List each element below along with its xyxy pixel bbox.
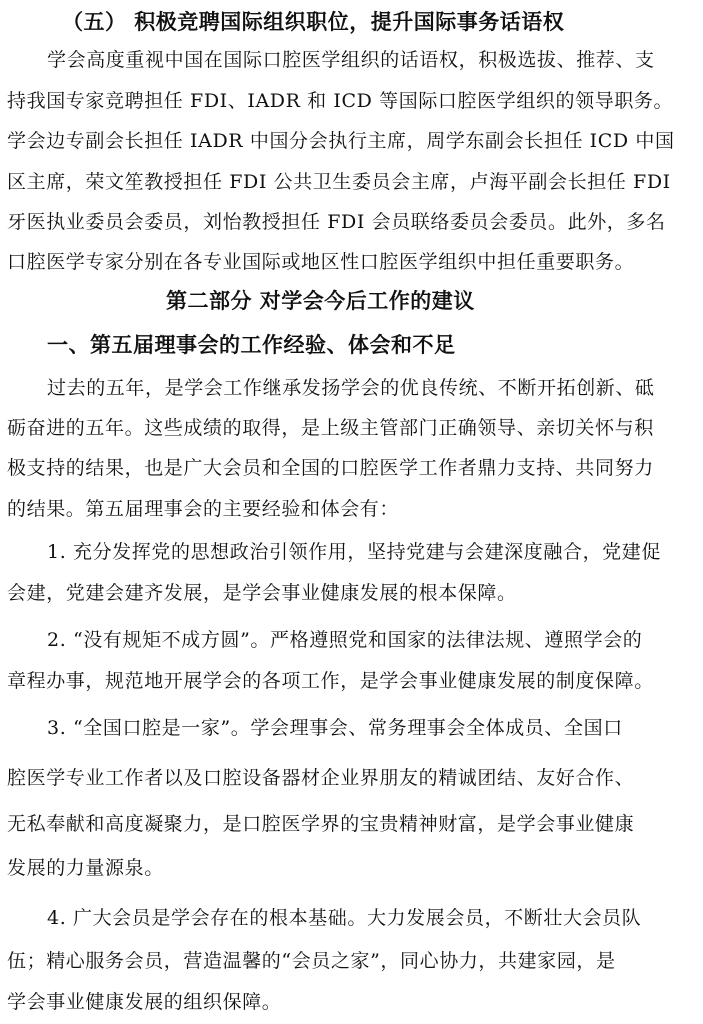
section-five-line: 牙医执业委员会委员，刘怡教授担任 FDI 会员联络委员会委员。此外，多名 (7, 211, 666, 233)
item-3-line: 无私奉献和高度凝聚力，是口腔医学界的宝贵精神财富，是学会事业健康 (7, 813, 635, 835)
part-two-title: 第二部分 对学会今后工作的建议 (166, 289, 475, 313)
section-five-line: 学会边专副会长担任 IADR 中国分会执行主席，周学东副会长担任 ICD 中国 (7, 130, 675, 152)
intro-line: 过去的五年，是学会工作继承发扬学会的优良传统、不断开拓创新、砥 (47, 377, 655, 399)
section-five-line: 区主席，荣文笙教授担任 FDI 公共卫生委员会主席，卢海平副会长担任 FDI (7, 171, 671, 193)
intro-line: 砺奋进的五年。这些成绩的取得，是上级主管部门正确领导、亲切关怀与积 (7, 417, 654, 439)
item-3-line: 3. “全国口腔是一家”。学会理事会、常务理事会全体成员、全国口 (47, 717, 623, 739)
section-five-line: 持我国专家竞聘担任 FDI、IADR 和 ICD 等国际口腔医学组织的领导职务。 (7, 90, 674, 112)
section-five-heading: （五） 积极竞聘国际组织职位，提升国际事务话语权 (62, 10, 565, 34)
intro-line: 极支持的结果，也是广大会员和全国的口腔医学工作者鼎力支持、共同努力 (7, 457, 654, 479)
item-4-line: 伍；精心服务会员，营造温馨的“会员之家”，同心协力，共建家园，是 (7, 950, 616, 972)
section-one-heading: 一、第五届理事会的工作经验、体会和不足 (47, 333, 456, 357)
section-five-line: 学会高度重视中国在国际口腔医学组织的话语权，积极选拔、推荐、支 (47, 49, 655, 71)
item-1-line: 会建，党建会建齐发展，是学会事业健康发展的根本保障。 (7, 582, 517, 604)
item-2-line: 章程办事，规范地开展学会的各项工作，是学会事业健康发展的制度保障。 (7, 670, 654, 692)
item-3-line: 腔医学专业工作者以及口腔设备器材企业界朋友的精诚团结、友好合作、 (7, 767, 635, 789)
item-4-line: 学会事业健康发展的组织保障。 (7, 991, 282, 1013)
item-1-line: 1. 充分发挥党的思想政治引领作用，坚持党建与会建深度融合，党建促 (47, 541, 661, 563)
item-2-line: 2. “没有规矩不成方圆”。严格遵照党和国家的法律法规、遵照学会的 (47, 629, 643, 651)
intro-line: 的结果。第五届理事会的主要经验和体会有： (7, 498, 400, 520)
item-3-line: 发展的力量源泉。 (7, 857, 164, 879)
item-4-line: 4. 广大会员是学会存在的根本基础。大力发展会员，不断壮大会员队 (47, 907, 642, 929)
section-five-line: 口腔医学专家分别在各专业国际或地区性口腔医学组织中担任重要职务。 (7, 251, 635, 273)
